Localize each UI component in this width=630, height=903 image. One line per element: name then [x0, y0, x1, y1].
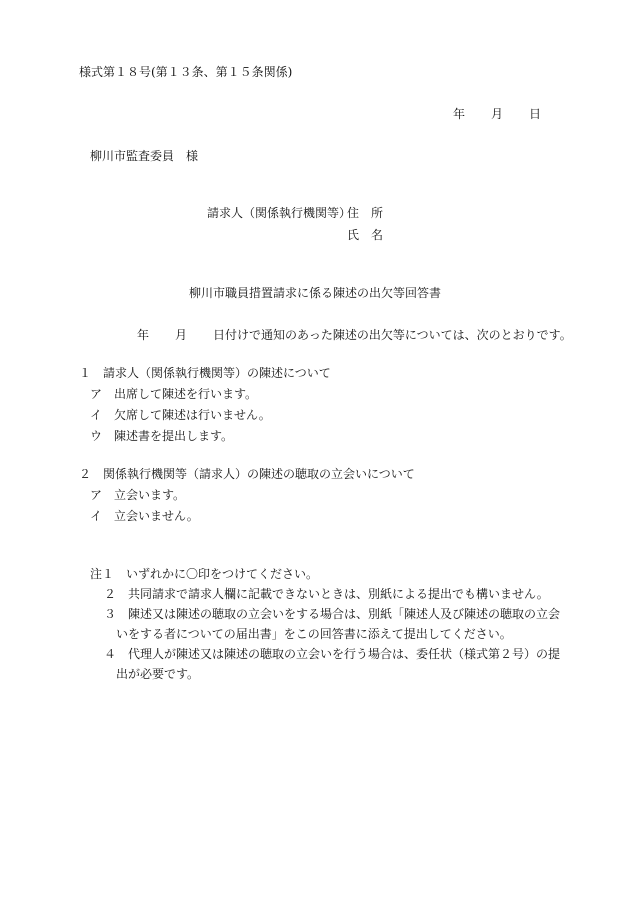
intro-line [137, 327, 572, 343]
note-4-line-1: ４ 代理人が陳述又は陳述の聴取の立会いを行う場合は、委任状（様式第２号）の提 [104, 647, 561, 661]
note-1: 注１ いずれかに〇印をつけてください。 [90, 567, 319, 581]
note-2: ２ 共同請求で請求人欄に記載できないときは、別紙による提出でも構いません。 [104, 587, 549, 601]
section1-option: ア 出席して陳述を行います。 [90, 387, 258, 401]
note-3-line-2: いをする者についての届出書」をこの回答書に添えて提出してください。 [116, 627, 512, 641]
section1-option: イ 欠席して陳述は行いません。 [90, 408, 271, 422]
claimant-label: 請求人（関係執行機関等） [207, 206, 352, 220]
note-3-line-1: ３ 陳述又は陳述の聴取の立会いをする場合は、別紙「陳述人及び陳述の聴取の立会 [104, 607, 561, 621]
section1-option: ウ 陳述書を提出します。 [90, 429, 234, 443]
date-day: 日 [529, 107, 542, 121]
section2-heading: ２ 関係執行機関等（請求人）の陳述の聴取の立会いについて [79, 467, 415, 481]
section1-heading: １ 請求人（関係執行機関等）の陳述について [79, 366, 331, 380]
section2-option: ア 立会います。 [90, 488, 186, 502]
intro-text: 日付けで通知のあった陳述の出欠等については、次のとおりです。 [213, 328, 572, 342]
addressee: 柳川市監査委員 様 [90, 149, 199, 163]
name-label: 氏 名 [347, 228, 384, 242]
document-title: 柳川市職員措置請求に係る陳述の出欠等回答書 [188, 286, 441, 300]
date-line [453, 106, 541, 122]
address-label: 住 所 [347, 206, 384, 220]
intro-year: 年 [137, 328, 150, 342]
intro-month: 月 [175, 328, 188, 342]
form-number: 様式第１８号(第１３条、第１５条関係) [79, 65, 293, 79]
section2-option: イ 立会いません。 [90, 509, 199, 523]
date-month: 月 [491, 107, 504, 121]
date-year: 年 [453, 107, 466, 121]
note-4-line-2: 出が必要です。 [116, 667, 200, 681]
